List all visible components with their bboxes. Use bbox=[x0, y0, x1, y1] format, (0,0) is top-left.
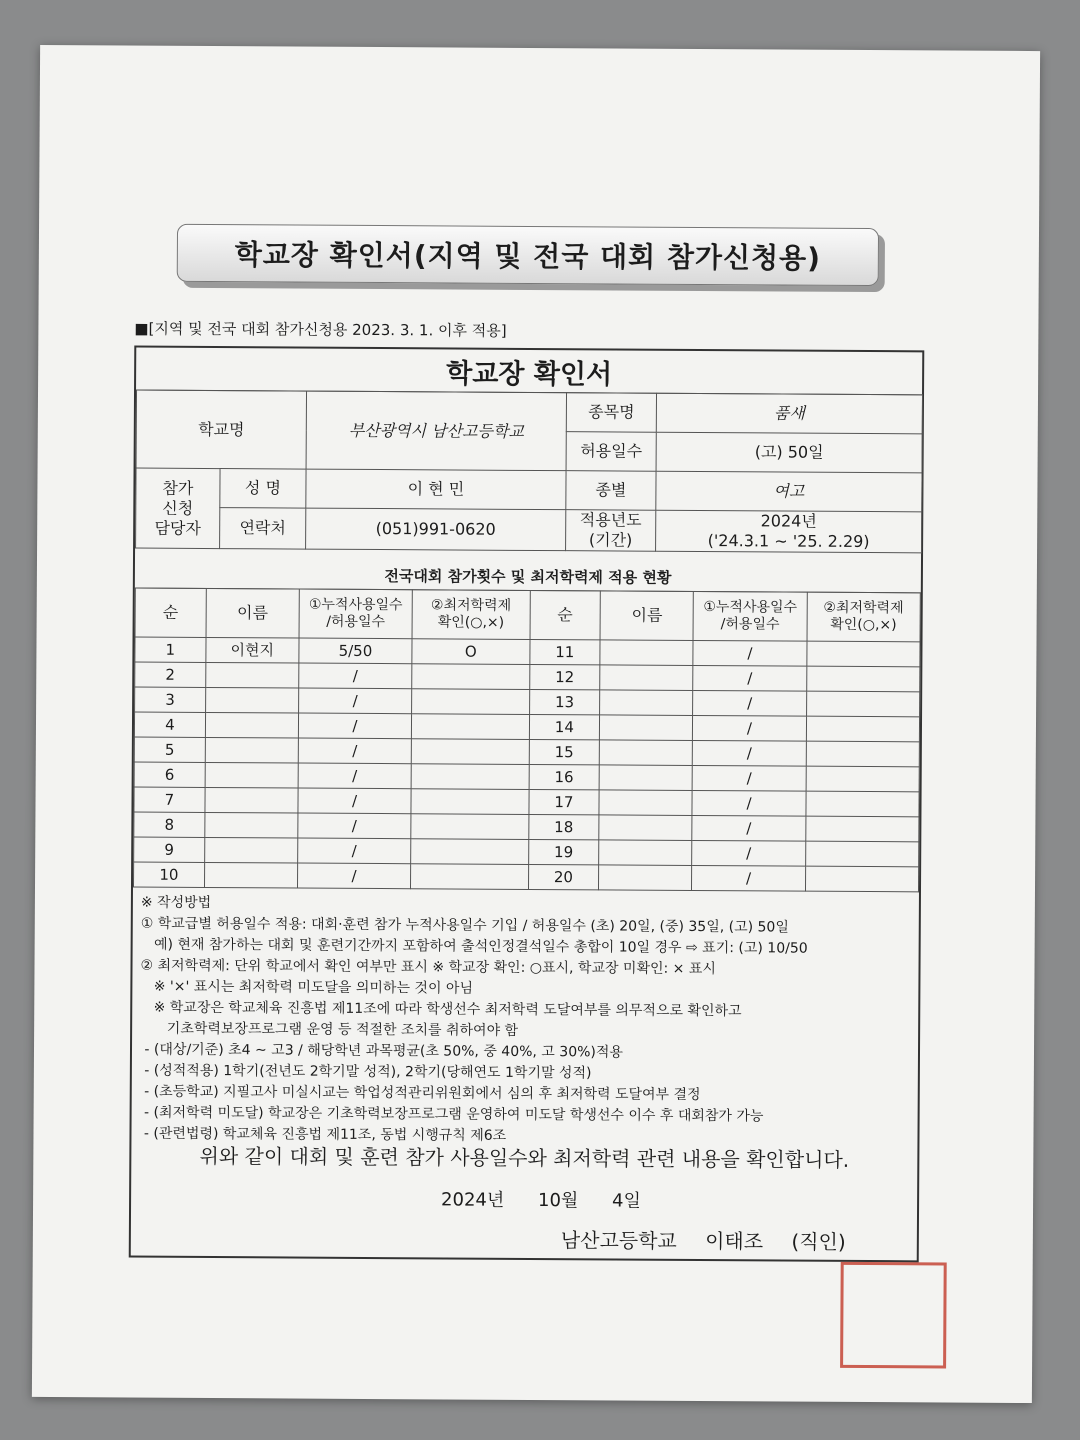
note-line: - (관련법령) 학교체육 진흥법 제11조, 동법 시행규칙 제6조 bbox=[139, 1125, 507, 1144]
header-no-right: 순 bbox=[530, 590, 601, 639]
name-value: 이 현 민 bbox=[306, 469, 566, 510]
roster-no-right: 12 bbox=[529, 664, 600, 689]
roster-confirm-right bbox=[806, 716, 919, 742]
roster-no-left: 4 bbox=[134, 712, 205, 737]
roster-name-left: 이현지 bbox=[206, 637, 299, 663]
roster-usage-right: / bbox=[692, 765, 805, 791]
roster-no-left: 2 bbox=[135, 662, 206, 687]
roster-usage-right: / bbox=[693, 740, 806, 766]
header-usage-left: ①누적사용일수 /허용일수 bbox=[299, 589, 413, 639]
roster-name-left bbox=[205, 812, 298, 838]
header-name-right: 이름 bbox=[600, 591, 693, 641]
year-label: 적용년도 (기간) bbox=[566, 510, 656, 552]
roster-name-right bbox=[600, 640, 693, 666]
roster-no-right: 18 bbox=[528, 814, 599, 839]
note-line: 예) 현재 참가하는 대회 및 훈련기간까지 포함하여 출석인정결석일수 총합이 10일 경우 ⇨ 표기: (고) 10/50 bbox=[140, 936, 808, 957]
note-line: ① 학교급별 허용일수 적용: 대회·훈련 참가 누적사용일수 기입 / 허용일수 (초) 20일, (중) 35일, (고) 50일 bbox=[140, 915, 789, 936]
event-label: 종목명 bbox=[566, 393, 656, 433]
roster-usage-left: / bbox=[299, 663, 412, 689]
notes-section bbox=[139, 893, 917, 1150]
note-line: ※ 학교장은 학교체육 진흥법 제11조에 따라 학생선수 최저학력 도달여부를 의무적으로 확인하고 bbox=[140, 999, 742, 1020]
roster-no-right: 13 bbox=[529, 689, 600, 714]
section-title: 전국대회 참가횟수 및 최저학력제 적용 현황 bbox=[135, 560, 921, 594]
roster-no-left: 1 bbox=[135, 637, 206, 662]
roster-usage-right: / bbox=[692, 790, 805, 816]
seal-mark-label: (직인) bbox=[791, 1229, 846, 1254]
roster-usage-left: / bbox=[298, 788, 411, 814]
roster-confirm-right bbox=[805, 816, 918, 842]
roster-confirm-right bbox=[806, 666, 919, 692]
roster-table bbox=[133, 588, 921, 893]
roster-no-right: 14 bbox=[529, 714, 600, 739]
note-line: ② 최저학력제: 단위 학교에서 확인 여부만 표시 ※ 학교장 확인: ○표시, 학교장 미확인: × 표시 bbox=[140, 957, 716, 978]
roster-confirm-right bbox=[805, 866, 918, 892]
roster-name-left bbox=[205, 787, 298, 813]
roster-name-right bbox=[600, 740, 693, 766]
event-value: 품새 bbox=[656, 393, 922, 434]
roster-confirm-right bbox=[806, 766, 919, 792]
roster-usage-left: / bbox=[298, 763, 411, 789]
note-line: - (초등학교) 지필고사 미실시교는 학업성적관리위원회에서 심의 후 최저학력 도달여부 결정 bbox=[139, 1083, 701, 1104]
school-value: 부산광역시 남산고등학교 bbox=[306, 391, 566, 471]
roster-usage-right: / bbox=[692, 815, 805, 841]
roster-name-right bbox=[599, 815, 692, 841]
signer bbox=[561, 1224, 868, 1255]
roster-no-left: 9 bbox=[134, 837, 205, 862]
roster-name-left bbox=[205, 762, 298, 788]
note-line: - (대상/기준) 초4 ~ 고3 / 해당학년 과목평균(초 50%, 중 40%, 고 30%)적용 bbox=[139, 1041, 623, 1061]
roster-no-left: 10 bbox=[133, 862, 204, 887]
roster-confirm-right bbox=[807, 641, 920, 667]
roster-name-right bbox=[600, 665, 693, 691]
roster-usage-left: / bbox=[297, 863, 410, 889]
roster-usage-left: / bbox=[298, 738, 411, 764]
table-row bbox=[133, 862, 918, 892]
roster-name-left bbox=[205, 712, 298, 738]
roster-confirm-left bbox=[411, 839, 528, 865]
roster-confirm-left: O bbox=[412, 639, 529, 665]
school-label: 학교명 bbox=[136, 390, 306, 469]
roster-usage-right: / bbox=[693, 640, 806, 666]
info-table bbox=[135, 390, 923, 554]
allowed-days-label: 허용일수 bbox=[566, 432, 656, 472]
roster-name-right bbox=[600, 715, 693, 741]
roster-name-right bbox=[599, 865, 692, 891]
header-confirm-right: ②최저학력제 확인(○,×) bbox=[807, 592, 921, 642]
header-confirm-left: ②최저학력제 확인(○,×) bbox=[412, 590, 530, 640]
header-name-left: 이름 bbox=[206, 588, 299, 638]
roster-name-left bbox=[204, 862, 297, 888]
document-subtitle: ■[지역 및 전국 대회 참가신청용 2023. 3. 1. 이후 적용] bbox=[134, 319, 507, 340]
contact-label: 연락처 bbox=[220, 508, 306, 550]
note-line: ※ 작성방법 bbox=[140, 894, 212, 912]
roster-confirm-right bbox=[805, 841, 918, 867]
roster-usage-left: / bbox=[298, 688, 411, 714]
roster-name-left bbox=[206, 662, 299, 688]
header-usage-right: ①누적사용일수 /허용일수 bbox=[693, 591, 807, 641]
contact-value: (051)991-0620 bbox=[306, 508, 566, 551]
note-line: - (성적적용) 1학기(전년도 2학기말 성적), 2학기(당해연도 1학기말 성적) bbox=[139, 1062, 592, 1082]
roster-usage-left: / bbox=[298, 713, 411, 739]
year-value: 2024년 ('24.3.1 ~ '25. 2.29) bbox=[656, 510, 922, 553]
roster-confirm-left bbox=[411, 814, 528, 840]
roster-no-right: 19 bbox=[528, 839, 599, 864]
roster-name-left bbox=[205, 737, 298, 763]
signer-school: 남산고등학교 bbox=[560, 1228, 677, 1253]
roster-confirm-left bbox=[412, 664, 529, 690]
roster-no-left: 5 bbox=[134, 737, 205, 762]
issue-date bbox=[441, 1185, 669, 1212]
roster-confirm-left bbox=[411, 764, 528, 790]
roster-confirm-left bbox=[412, 714, 529, 740]
roster-confirm-left bbox=[411, 789, 528, 815]
note-line: 기초학력보장프로그램 운영 등 적절한 조치를 취하여야 함 bbox=[140, 1020, 519, 1039]
roster-usage-right: / bbox=[692, 840, 805, 866]
roster-usage-left: / bbox=[298, 813, 411, 839]
roster-confirm-left bbox=[411, 864, 528, 890]
roster-no-right: 17 bbox=[528, 789, 599, 814]
date-day: 4일 bbox=[611, 1190, 641, 1212]
allowed-days-value: (고) 50일 bbox=[656, 432, 922, 473]
category-label: 종별 bbox=[566, 471, 656, 511]
name-label: 성 명 bbox=[220, 469, 306, 509]
roster-name-right bbox=[599, 840, 692, 866]
roster-no-right: 11 bbox=[529, 639, 600, 664]
roster-no-right: 16 bbox=[529, 764, 600, 789]
roster-usage-left: 5/50 bbox=[299, 638, 412, 664]
confirmation-statement: 위와 같이 대회 및 훈련 참가 사용일수와 최저학력 관련 내용을 확인합니다. bbox=[199, 1143, 850, 1172]
form-frame bbox=[129, 346, 925, 1263]
date-month: 10월 bbox=[537, 1190, 579, 1212]
roster-confirm-right bbox=[806, 741, 919, 767]
header-no-left: 순 bbox=[135, 588, 206, 637]
roster-name-left bbox=[205, 687, 298, 713]
signer-principal: 이태조 bbox=[705, 1229, 764, 1254]
roster-usage-right: / bbox=[693, 715, 806, 741]
roster-name-right bbox=[599, 765, 692, 791]
date-year: 2024년 bbox=[441, 1189, 505, 1211]
roster-usage-right: / bbox=[692, 865, 805, 891]
roster-no-left: 3 bbox=[135, 687, 206, 712]
category-value: 여고 bbox=[656, 471, 922, 512]
roster-name-left bbox=[204, 837, 297, 863]
roster-body bbox=[133, 637, 920, 892]
form-heading: 학교장 확인서 bbox=[136, 348, 922, 396]
note-line: - (최저학력 미도달) 학교장은 기초학력보장프로그램 운영하여 미도달 학생선수 이수 후 대회참가 가능 bbox=[139, 1104, 764, 1125]
roster-no-right: 20 bbox=[528, 864, 599, 889]
roster-no-left: 8 bbox=[134, 812, 205, 837]
roster-name-right bbox=[600, 690, 693, 716]
roster-confirm-right bbox=[806, 691, 919, 717]
note-line: ※ '×' 표시는 최저학력 미도달을 의미하는 것이 아님 bbox=[140, 978, 474, 997]
roster-no-left: 6 bbox=[134, 762, 205, 787]
roster-usage-left: / bbox=[298, 838, 411, 864]
roster-confirm-right bbox=[806, 791, 919, 817]
roster-name-right bbox=[599, 790, 692, 816]
applicant-label: 참가 신청 담당자 bbox=[136, 468, 220, 549]
roster-no-right: 15 bbox=[529, 739, 600, 764]
document-paper bbox=[32, 45, 1040, 1403]
roster-usage-right: / bbox=[693, 690, 806, 716]
roster-no-left: 7 bbox=[134, 787, 205, 812]
document-title: 학교장 확인서(지역 및 전국 대회 참가신청용) bbox=[177, 224, 879, 286]
roster-confirm-left bbox=[411, 739, 528, 765]
roster-usage-right: / bbox=[693, 665, 806, 691]
roster-confirm-left bbox=[412, 689, 529, 715]
official-seal-stamp bbox=[840, 1262, 947, 1369]
